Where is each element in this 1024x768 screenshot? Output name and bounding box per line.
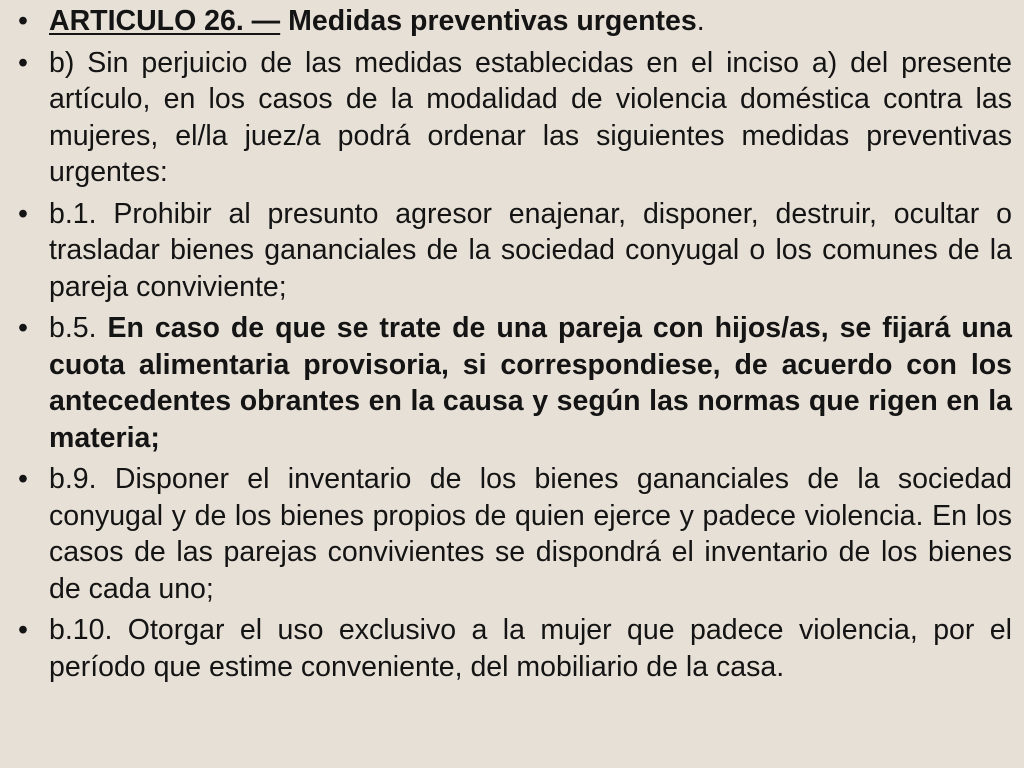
article-heading: Medidas preventivas urgentes: [288, 5, 697, 37]
list-item-b10: [18, 612, 1012, 685]
list-item-b1: [18, 196, 1012, 306]
article-heading-period: .: [696, 5, 705, 37]
bullet-icon: •: [18, 46, 28, 79]
bullet-icon: •: [18, 197, 28, 230]
article-code: ARTICULO 26. —: [49, 5, 281, 37]
list-item-b: [18, 45, 1012, 191]
item-b10-text: b.10. Otorgar el uso exclusivo a la mujer que padece violencia, por el período que estime conveniente, del mobiliario de la casa.: [49, 614, 1012, 683]
article-title-item: [18, 3, 1012, 40]
bullet-icon: •: [18, 463, 28, 495]
item-b5-code: b.5.: [49, 312, 97, 344]
list-item-b9: [18, 461, 1012, 607]
bullet-icon: •: [18, 312, 28, 344]
article-title-underlined: [49, 5, 280, 37]
bullet-list: [18, 3, 1012, 685]
item-b-text: b) Sin perjuicio de las medidas establecidas en el inciso a) del presente artículo, en los casos de la modalidad de violencia doméstica contra las mujeres, el/la juez/a podrá ordenar las siguientes medidas preventivas urgentes:: [49, 46, 1012, 188]
item-b1-text: b.1. Prohibir al presunto agresor enajenar, disponer, destruir, ocultar o trasladar bienes gananciales de la sociedad conyugal o los comunes de la pareja conviviente;: [49, 197, 1012, 303]
item-b9-text: b.9. Disponer el inventario de los bienes gananciales de la sociedad conyugal y de los bienes propios de quien ejerce y padece violencia. En los casos de las parejas convivientes se dispondrá el inventario de los bienes de cada uno;: [49, 463, 1012, 605]
bullet-icon: •: [18, 614, 28, 646]
item-b5-bold-text: En caso de que se trate de una pareja con hijos/as, se fijará una cuota alimentaria provisoria, si correspondiese, de acuerdo con los antecedentes obrantes en la causa y según las normas que rigen en la materia;: [49, 312, 1013, 454]
bullet-icon: •: [18, 5, 28, 37]
list-item-b5: [18, 310, 1012, 456]
